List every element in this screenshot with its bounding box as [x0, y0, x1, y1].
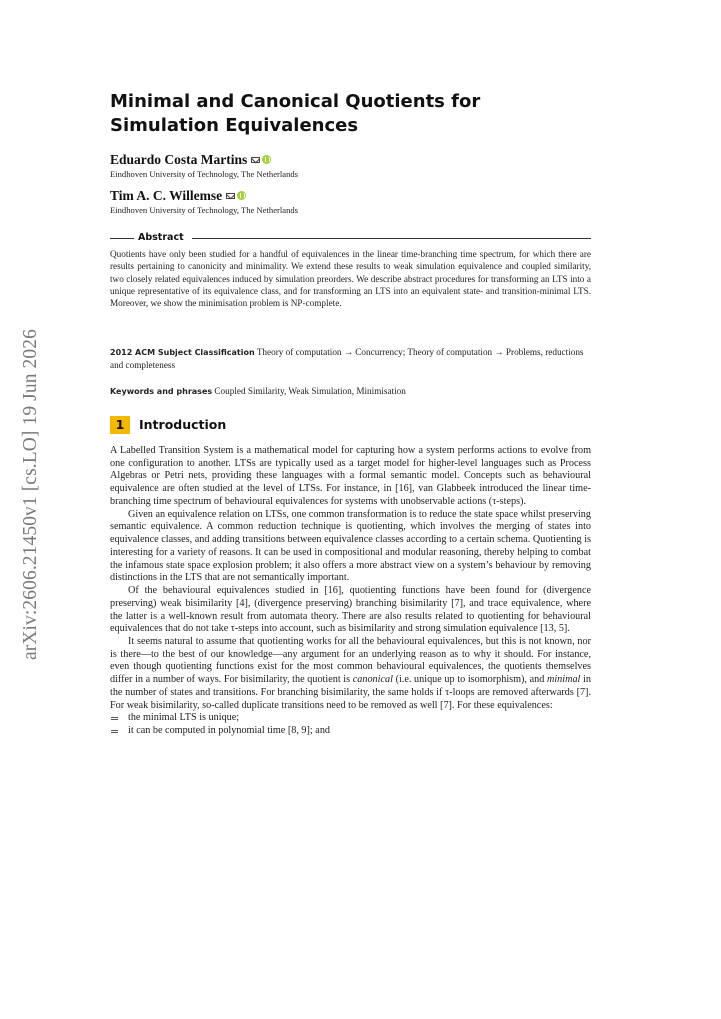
paper-title: Minimal and Canonical Quotients for Simulation Equivalences [110, 91, 481, 136]
emphasis-minimal: minimal [546, 674, 581, 686]
author-affiliation: Eindhoven University of Technology, The Netherlands [110, 169, 299, 179]
author-name: Tim A. C. Willemse [110, 188, 223, 203]
abstract-heading-rule [110, 232, 591, 243]
author-block-1 [110, 151, 298, 180]
section-body [110, 445, 591, 738]
email-icon[interactable] [251, 157, 260, 164]
rule-right [192, 238, 591, 239]
author-affiliation: Eindhoven University of Technology, The Netherlands [110, 205, 299, 215]
orcid-icon[interactable] [237, 191, 246, 200]
bullet-list [110, 712, 591, 737]
paragraph: It seems natural to assume that quotienting works for all the behavioural equivalences, but this is not known, nor is there—to the best of our knowledge—any argument for an underlying reason as to why it should. For instance, even though quotienting functions exist for the most common behavioural equivalences, the quotients themselves differ in a number of ways. For bisimilarity, the quotient is canonical (i.e. unique up to isomorphism), and minimal in the number of states and transitions. For branching bisimilarity, the same holds if τ-loops are removed afterwards [7]. For weak bisimilarity, so-called duplicate transitions need to be removed as well [7]. For these equivalences: [110, 636, 591, 711]
abstract-text: Quotients have only been studied for a handful of equivalences in the linear time-branching time spectrum, for which there are results pertaining to canonicity and minimality. We extend these results to weak simulation equivalence and coupled similarity, two closely related equivalences induced by simulation preorders. We describe abstract procedures for transforming an LTS into a unique representative of its equivalence class, and for transforming an LTS into an equivalent state- and transition-minimal LTS. Moreover, we show the minimisation problem is NP-complete. [110, 249, 591, 309]
arxiv-identifier: arXiv:2606.21450v1 [cs.LO] 19 Jun 2026 [20, 329, 41, 660]
list-item: it can be computed in polynomial time [8, 9]; and [110, 725, 591, 738]
author-block-2 [110, 187, 298, 216]
bullet-icon [111, 717, 118, 720]
emphasis-canonical: canonical [352, 674, 393, 686]
paragraph: A Labelled Transition System is a mathematical model for capturing how a system performs actions to evolve from one configuration to another. LTSs are typically used as a target model for higher-level languages such as Process Algebras or Petri nets, providing these languages with a formal semantic model. Concepts such as behavioural equivalence are often studied at the level of LTSs. For instance, in [16], van Glabbeek introduced the linear time-branching time spectrum of behavioural equivalences for systems with unobservable actions (τ-steps). [110, 445, 591, 507]
list-item: the minimal LTS is unique; [110, 712, 591, 725]
paragraph: Given an equivalence relation on LTSs, one common transformation is to reduce the state space whilst preserving semantic equivalence. A common reduction technique is quotienting, which involves the merging of states into equivalence classes, and adding transitions between equivalence classes according to a certain schema. Quotienting is interesting for a variety of reasons. It can be used in compositional and modular reasoning, thereby helping to combat the infamous state space explosion problem; it also offers a more abstract view on a system’s behaviour by removing distinctions in the LTS that are not semantically important. [110, 508, 591, 584]
acm-classification-text: Theory of computation → Concurrency; Theory of computation → Problems, reductions and completeness [110, 347, 584, 371]
rule-left [110, 238, 134, 239]
section-heading [110, 416, 226, 434]
keywords-label: Keywords and phrases [110, 387, 213, 396]
section-title: Introduction [139, 417, 227, 432]
paragraph: Of the behavioural equivalences studied in [16], quotienting functions have been found for (divergence preserving) weak bisimilarity [4], (divergence preserving) branching bisimilarity [7], and trace equivalence, where the latter is a well-known result from automata theory. There are also results related to quotienting for behavioural equivalences that do not take τ-steps into account, such as bisimilarity and strong simulation equivalence [13, 5]. [110, 585, 591, 635]
abstract-heading: Abstract [138, 232, 184, 243]
keywords [110, 385, 591, 398]
author-name: Eduardo Costa Martins [110, 152, 248, 167]
email-icon[interactable] [226, 193, 235, 200]
acm-classification-label: 2012 ACM Subject Classification [110, 348, 255, 357]
section-number: 1 [110, 416, 130, 434]
bullet-icon [111, 730, 118, 733]
acm-classification [110, 346, 591, 372]
keywords-text: Coupled Similarity, Weak Simulation, Minimisation [214, 386, 406, 396]
orcid-icon[interactable] [262, 155, 271, 164]
